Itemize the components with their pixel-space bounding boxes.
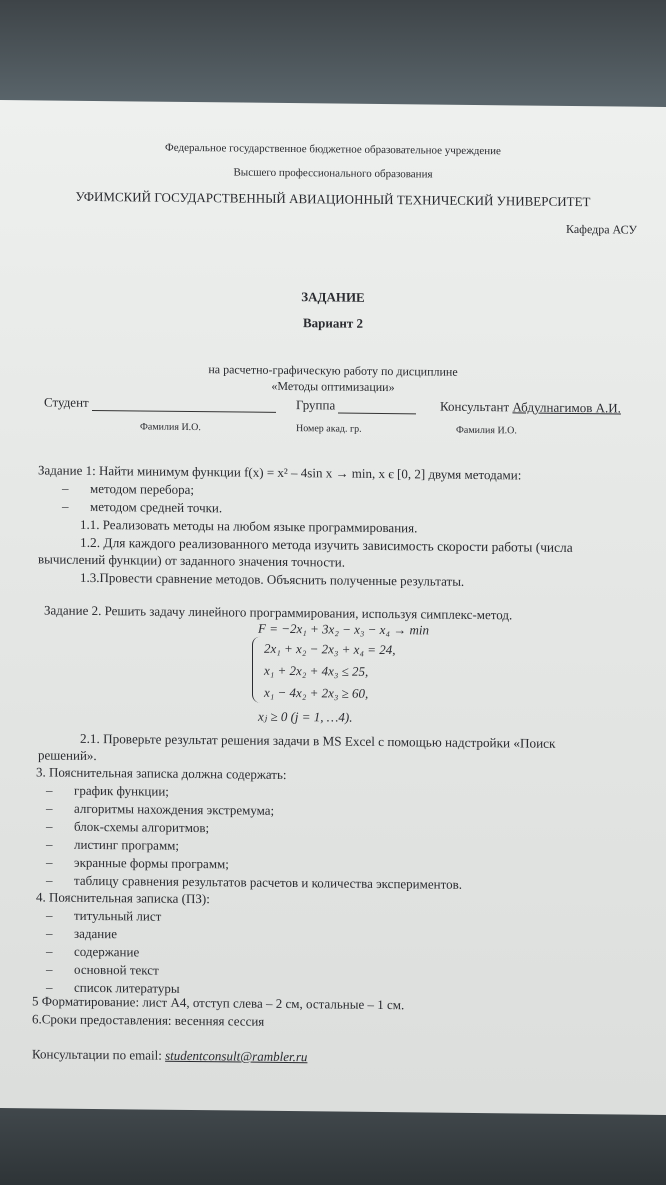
discipline-name: «Методы оптимизации»: [271, 378, 395, 395]
task1-item-1-2: 1.2. Для каждого реализованного метода изучить зависимость скорости работы (числа: [80, 534, 573, 555]
task2-objective: F = −2x₁ + 3x₂ − x₃ − x₄ → min: [258, 620, 429, 638]
task1-method-item: – методом средней точки.: [62, 498, 223, 516]
task2-item-2-1-cont: решений».: [38, 747, 97, 764]
group-field: [296, 397, 416, 414]
task3-list-item: – таблицу сравнения результатов расчетов и количества экспериментов.: [46, 872, 462, 892]
group-label: Группа: [296, 397, 336, 413]
student-name-blank: [92, 410, 276, 413]
task6-deadline: 6.Сроки предоставления: весенняя сессия: [32, 1011, 265, 1029]
task4-list-item: – титульный лист: [46, 907, 162, 924]
task3-list-item: – листинг программ;: [46, 836, 180, 853]
student-label: Студент: [44, 394, 89, 410]
document-variant: Вариант 2: [302, 315, 364, 331]
task2-statement: Задание 2. Решить задачу линейного программирования, используя симплекс-метод.: [44, 602, 513, 623]
document-subtitle: на расчетно-графическую работу по дисциплине: [208, 362, 458, 379]
task2-constraint: x₁ − 4x₂ + 2x₃ ≥ 60,: [264, 684, 369, 701]
student-field: [44, 394, 276, 412]
constraint-brace: [252, 637, 263, 703]
header-department: Кафедра АСУ: [566, 221, 637, 237]
header-education-level: Высшего профессионального образования: [233, 166, 433, 181]
consultant-name: Абдулнагимов А.И.: [512, 399, 621, 416]
task2-nonnegativity: xⱼ ≥ 0 (j = 1, …4).: [258, 708, 353, 725]
task1-item-1-2-cont: вычислений функции) от заданного значения точности.: [38, 551, 346, 570]
task4-list-item: – список литературы: [46, 979, 180, 996]
contact-label: Консультации по email:: [32, 1046, 162, 1063]
task3-list-item: – алгоритмы нахождения экстремума;: [46, 800, 275, 818]
header-institution-type: Федеральное государственное бюджетное образовательное учреждение: [165, 141, 501, 158]
contact-line: [32, 1046, 307, 1065]
task1-item-1-1: 1.1. Реализовать методы на любом языке программирования.: [80, 516, 418, 536]
group-number-blank: [338, 413, 416, 415]
caption-group-number: Номер акад. гр.: [296, 423, 362, 435]
task3-list-item: – график функции;: [46, 782, 169, 799]
task2-item-2-1: 2.1. Проверьте результат решения задачи в MS Excel с помощью надстройки «Поиск: [80, 730, 556, 751]
contact-email-link[interactable]: studentconsult@rambler.ru: [165, 1047, 308, 1065]
task5-formatting: 5 Форматирование: лист А4, отступ слева – 2 см, остальные – 1 см.: [32, 993, 405, 1013]
task1-method-item: – методом перебора;: [62, 480, 194, 498]
document-sheet: [0, 100, 666, 1115]
header-university-name: УФИМСКИЙ ГОСУДАРСТВЕННЫЙ АВИАЦИОННЫЙ ТЕХНИЧЕСКИЙ УНИВЕРСИТЕТ: [75, 188, 591, 210]
task3-heading: 3. Пояснительная записка должна содержать:: [36, 764, 287, 783]
task3-list-item: – экранные формы программ;: [46, 854, 229, 872]
caption-consultant-name: Фамилия И.О.: [456, 424, 517, 437]
task4-list-item: – задание: [46, 925, 117, 942]
task1-item-1-3: 1.3.Провести сравнение методов. Объяснить полученные результаты.: [80, 569, 465, 589]
caption-student-name: Фамилия И.О.: [140, 421, 201, 434]
document-title: ЗАДАНИЕ: [301, 289, 365, 305]
task4-heading: 4. Пояснительная записка (ПЗ):: [36, 889, 210, 907]
task2-constraint: 2x₁ + x₂ − 2x₃ + x₄ = 24,: [264, 640, 396, 658]
consultant-label: Консультант: [440, 398, 510, 415]
task1-statement: Задание 1: Найти минимум функции f(x) = x² – 4sin x → min, x є [0, 2] двумя методами:: [38, 462, 522, 483]
task4-list-item: – основной текст: [46, 961, 159, 978]
task3-list-item: – блок-схемы алгоритмов;: [46, 818, 210, 836]
consultant-field: [440, 399, 621, 417]
task4-list-item: – содержание: [46, 943, 140, 960]
task2-constraint: x₁ + 2x₂ + 4x₃ ≤ 25,: [264, 662, 369, 679]
